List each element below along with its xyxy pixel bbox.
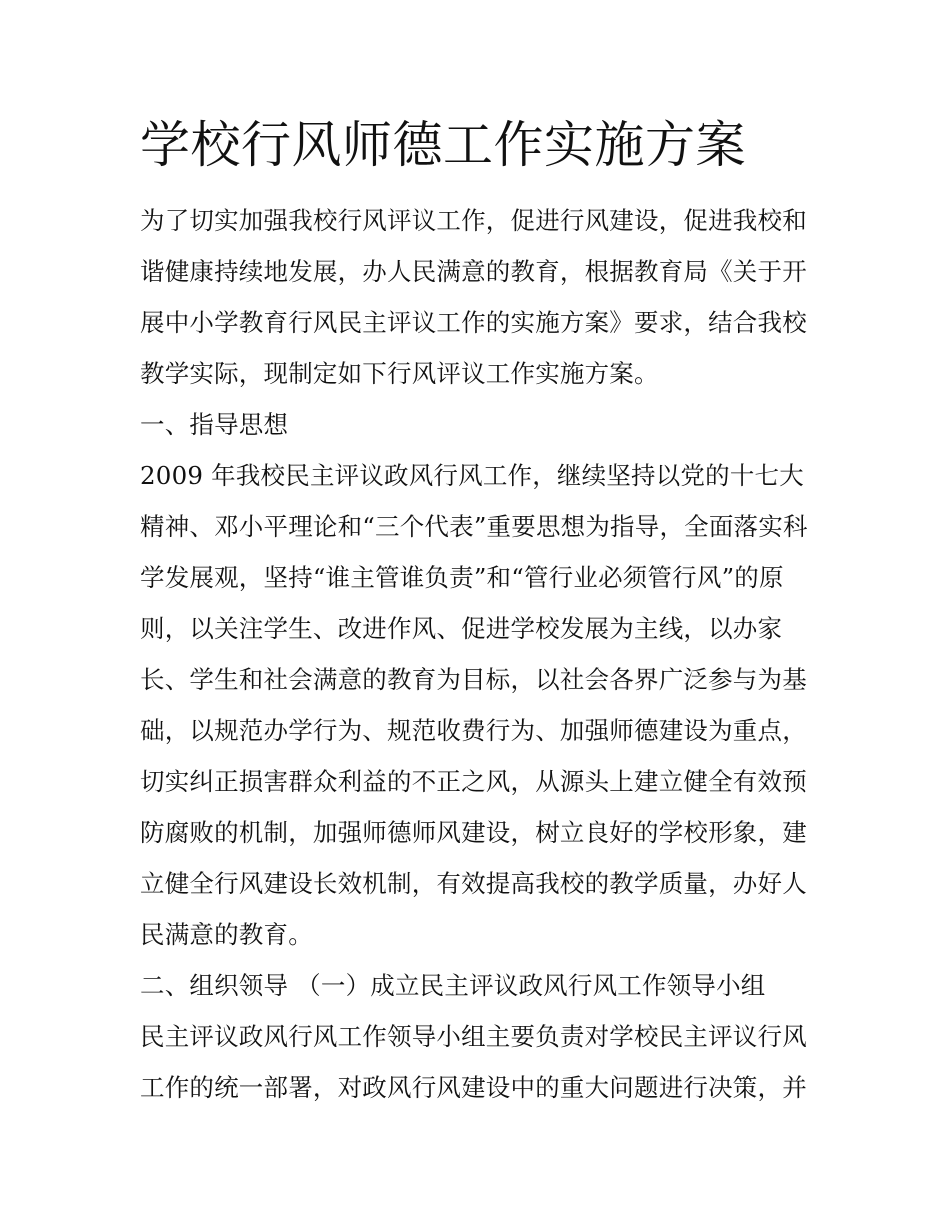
body-line: 学发展观，坚持“谁主管谁负责”和“管行业必须管行风”的原 xyxy=(140,563,784,592)
body-line: 长、学生和社会满意的教育为目标，以社会各界广泛参与为基 xyxy=(140,665,807,694)
body-line: 谐健康持续地发展，办人民满意的教育，根据教育局《关于开 xyxy=(140,257,807,286)
document-title: 学校行风师德工作实施方案 xyxy=(140,116,746,174)
body-line: 展中小学教育行风民主评议工作的实施方案》要求，结合我校 xyxy=(140,308,807,337)
section-heading: 二、组织领导 （一）成立民主评议政风行风工作领导小组 xyxy=(140,971,766,1000)
body-line: 为了切实加强我校行风评议工作，促进行风建设，促进我校和 xyxy=(140,206,807,235)
body-line: 切实纠正损害群众利益的不正之风，从源头上建立健全有效预 xyxy=(140,767,807,796)
body-line: 教学实际，现制定如下行风评议工作实施方案。 xyxy=(140,359,659,388)
body-line: 防腐败的机制，加强师德师风建设，树立良好的学校形象，建 xyxy=(140,818,807,847)
section-heading: 一、指导思想 xyxy=(140,410,289,439)
body-line: 精神、邓小平理论和“三个代表”重要思想为指导，全面落实科 xyxy=(140,512,808,541)
body-line: 民主评议政风行风工作领导小组主要负责对学校民主评议行风 xyxy=(140,1022,807,1051)
body-line: 民满意的教育。 xyxy=(140,920,313,949)
body-line: 工作的统一部署，对政风行风建设中的重大问题进行决策，并 xyxy=(140,1073,807,1102)
body-line: 础，以规范办学行为、规范收费行为、加强师德建设为重点， xyxy=(140,716,807,745)
body-line: 则，以关注学生、改进作风、促进学校发展为主线，以办家 xyxy=(140,614,783,643)
body-line: 2009 年我校民主评议政风行风工作，继续坚持以党的十七大 xyxy=(140,461,804,490)
body-line: 立健全行风建设长效机制，有效提高我校的教学质量，办好人 xyxy=(140,869,807,898)
